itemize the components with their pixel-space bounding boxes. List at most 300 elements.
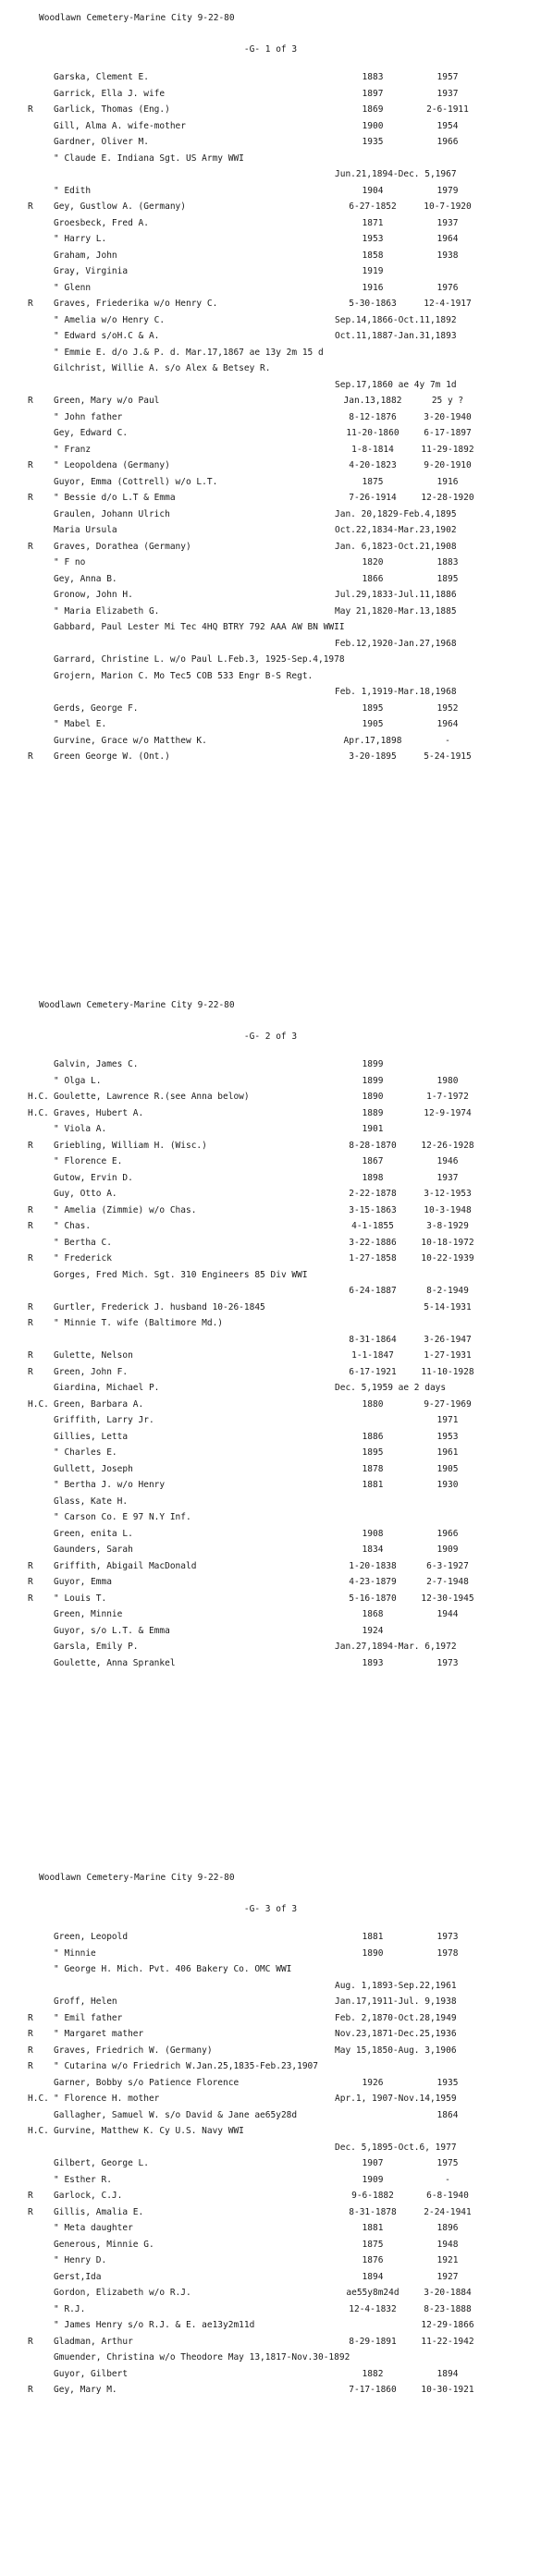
row-date-2: 1937 xyxy=(436,88,459,99)
row-name: " Edward s/oH.C & A. xyxy=(54,331,160,341)
burial-row xyxy=(0,1092,541,1108)
row-mark: R xyxy=(28,2385,33,2395)
row-date-1: 6-24-1887 xyxy=(349,1286,397,1296)
row-name: " Charles E. xyxy=(54,1447,117,1458)
row-date-1: 1867 xyxy=(362,1156,384,1166)
row-date-1: 6-27-1852 xyxy=(349,201,397,212)
row-date-2: 10-22-1939 xyxy=(421,1253,474,1264)
row-date-2: 3-20-1884 xyxy=(424,2288,472,2298)
row-date-2: 1909 xyxy=(436,1544,459,1555)
row-name: Green, Mary w/o Paul xyxy=(54,396,160,406)
row-name: Gurvine, Matthew K. Cy U.S. Navy WWI xyxy=(54,2126,244,2136)
row-date-2: 1961 xyxy=(436,1447,459,1458)
burial-row xyxy=(0,363,541,380)
burial-row xyxy=(0,1205,541,1222)
row-name: Graulen, Johann Ulrich xyxy=(54,508,170,519)
row-name: Graham, John xyxy=(54,250,117,261)
row-name: Green, John F. xyxy=(54,1366,129,1377)
burial-list xyxy=(0,1059,541,1674)
row-date-1: Jan. 6,1823-Oct.21,1908 xyxy=(335,541,457,552)
burial-row xyxy=(0,2013,541,2030)
burial-row xyxy=(0,1561,541,1578)
row-name: Garlock, C.J. xyxy=(54,2191,123,2201)
row-name: Gronow, John H. xyxy=(54,590,133,600)
burial-row xyxy=(0,2240,541,2256)
row-date-2: 10-3-1948 xyxy=(424,1204,472,1215)
row-name: Gey, Gustlow A. (Germany) xyxy=(54,201,186,212)
burial-row xyxy=(0,2158,541,2175)
row-date-1: Aug. 1,1893-Sep.22,1961 xyxy=(335,1980,457,1991)
row-date-1: Jan.17,1911-Jul. 9,1938 xyxy=(335,1996,457,2007)
row-name: Graves, Hubert A. xyxy=(54,1107,144,1118)
row-name: Gorges, Fred Mich. Sgt. 310 Engineers 85 Div WWI xyxy=(54,1269,308,1280)
burial-row xyxy=(0,283,541,299)
burial-row xyxy=(0,639,541,655)
burial-row xyxy=(0,380,541,397)
burial-row xyxy=(0,104,541,121)
row-date-1: 1880 xyxy=(362,1398,384,1410)
row-date-1: 1935 xyxy=(362,137,384,147)
row-date-2: 1864 xyxy=(436,2109,459,2120)
row-date-2: 6-8-1940 xyxy=(426,2191,469,2201)
row-date-2: 3-20-1940 xyxy=(424,411,472,422)
burial-row xyxy=(0,687,541,703)
row-date-2: 11-22-1942 xyxy=(421,2336,474,2347)
row-date-2: 1975 xyxy=(436,2158,459,2168)
row-date-1: 1926 xyxy=(362,2077,384,2088)
row-mark: H.C. xyxy=(28,1092,49,1102)
burial-row xyxy=(0,1948,541,1965)
row-name: " Olga L. xyxy=(54,1075,102,1086)
burial-row xyxy=(0,2385,541,2401)
row-date-1: 1899 xyxy=(362,1075,384,1086)
row-date-1: 4-23-1879 xyxy=(349,1577,397,1587)
burial-row xyxy=(0,1432,541,1448)
row-name: Maria Ursula xyxy=(54,525,117,535)
row-mark: R xyxy=(28,2012,33,2023)
burial-row xyxy=(0,509,541,526)
row-name: " Florence H. mother xyxy=(54,2094,160,2104)
row-date-2: 1953 xyxy=(436,1431,459,1442)
burial-row xyxy=(0,331,541,348)
row-name: Groesbeck, Fred A. xyxy=(54,217,149,228)
row-mark: R xyxy=(28,1253,33,1264)
row-name: " Harry L. xyxy=(54,234,107,244)
burial-row xyxy=(0,234,541,250)
row-date-2: - xyxy=(445,735,450,746)
burial-row xyxy=(0,121,541,138)
burial-row xyxy=(0,153,541,170)
row-date-1: 1869 xyxy=(362,104,384,115)
row-name: Graves, Friederika w/o Henry C. xyxy=(54,299,218,309)
burial-row xyxy=(0,1156,541,1173)
page-label: -G- 2 of 3 xyxy=(243,1032,298,1042)
row-mark: R xyxy=(28,104,33,115)
row-name: Gabbard, Paul Lester Mi Tec 4HQ BTRY 792 AAA AW BN WWII xyxy=(54,622,345,632)
row-name: " Minnie xyxy=(54,1947,96,1959)
row-name: Glass, Kate H. xyxy=(54,1496,129,1507)
row-date-1: 1875 xyxy=(362,476,384,487)
burial-row xyxy=(0,137,541,153)
row-date-1: 1900 xyxy=(362,120,384,131)
burial-row xyxy=(0,1415,541,1432)
row-name: Gey, Anna B. xyxy=(54,573,117,584)
row-name: Gladman, Arthur xyxy=(54,2336,133,2347)
row-name: Guyor, Emma (Cottrell) w/o L.T. xyxy=(54,476,218,487)
burial-row xyxy=(0,1996,541,2013)
page-label: -G- 1 of 3 xyxy=(243,44,298,55)
burial-row xyxy=(0,1577,541,1593)
row-date-2: 1954 xyxy=(436,120,459,131)
burial-row xyxy=(0,590,541,606)
row-date-2: 12-30-1945 xyxy=(421,1593,474,1604)
row-mark: R xyxy=(28,2045,33,2056)
burial-row xyxy=(0,1173,541,1190)
row-date-2: 25 y ? xyxy=(431,396,464,406)
row-date-1: 1893 xyxy=(362,1657,384,1668)
row-mark: H.C. xyxy=(28,2126,49,2136)
row-name: " Frederick xyxy=(54,1253,112,1264)
row-date-1: Apr.17,1898 xyxy=(343,735,402,746)
row-date-1: Feb.12,1920-Jan.27,1968 xyxy=(335,638,457,649)
row-mark: R xyxy=(28,2061,33,2071)
burial-row xyxy=(0,542,541,558)
row-name: " John father xyxy=(54,411,123,422)
burial-row xyxy=(0,1367,541,1384)
row-date-2: 1896 xyxy=(436,2223,459,2233)
burial-row xyxy=(0,2045,541,2062)
burial-row xyxy=(0,266,541,283)
burial-row xyxy=(0,751,541,768)
row-name: Guyor, Gilbert xyxy=(54,2368,129,2379)
row-mark: R xyxy=(28,201,33,212)
row-date-1: 1881 xyxy=(362,1932,384,1942)
row-mark: R xyxy=(28,2336,33,2347)
burial-row xyxy=(0,1059,541,1076)
row-name: Galvin, James C. xyxy=(54,1059,139,1069)
burial-row xyxy=(0,1399,541,1416)
burial-row xyxy=(0,299,541,315)
burial-row xyxy=(0,2272,541,2289)
row-date-2: 1952 xyxy=(436,702,459,714)
row-name: " Cutarina w/o Friedrich W.Jan.25,1835-Feb.23,1907 xyxy=(54,2061,318,2071)
row-name: Griffith, Abigail MacDonald xyxy=(54,1560,197,1571)
row-date-1: 1895 xyxy=(362,702,384,714)
burial-row xyxy=(0,2369,541,2386)
row-date-2: 1944 xyxy=(436,1609,459,1619)
row-name: Green, Leopold xyxy=(54,1932,129,1942)
burial-row xyxy=(0,1658,541,1675)
row-date-1: 1820 xyxy=(362,557,384,568)
row-date-2: 3-12-1953 xyxy=(424,1189,472,1199)
row-date-2: 6-3-1927 xyxy=(426,1560,469,1571)
row-name: Griebling, William H. (Wisc.) xyxy=(54,1140,207,1151)
row-mark: R xyxy=(28,299,33,309)
burial-row xyxy=(0,557,541,574)
row-date-1: 1882 xyxy=(362,2368,384,2379)
row-name: Gurvine, Grace w/o Matthew K. xyxy=(54,735,207,746)
row-name: Gurtler, Frederick J. husband 10-26-1845 xyxy=(54,1301,265,1312)
row-date-2: 1964 xyxy=(436,719,459,729)
row-date-2: 5-24-1915 xyxy=(424,751,472,762)
burial-row xyxy=(0,2175,541,2191)
row-date-1: 1-27-1858 xyxy=(349,1253,397,1264)
row-date-2: 1971 xyxy=(436,1415,459,1425)
burial-row xyxy=(0,606,541,623)
row-name: Gill, Alma A. wife-mother xyxy=(54,120,186,131)
burial-row xyxy=(0,2094,541,2110)
row-name: " Leopoldena (Germany) xyxy=(54,460,170,470)
row-name: Gerst,Ida xyxy=(54,2271,102,2282)
burial-row xyxy=(0,186,541,202)
burial-row xyxy=(0,218,541,235)
row-date-2: 11-10-1928 xyxy=(421,1366,474,1377)
row-mark: R xyxy=(28,1140,33,1151)
row-name: Gullett, Joseph xyxy=(54,1463,133,1474)
burial-row xyxy=(0,2288,541,2304)
row-date-1: 1876 xyxy=(362,2255,384,2265)
burial-row xyxy=(0,2337,541,2353)
burial-row xyxy=(0,1642,541,1658)
row-date-1: 8-12-1876 xyxy=(349,411,397,422)
row-date-1: 1907 xyxy=(362,2158,384,2168)
row-date-2: 1976 xyxy=(436,282,459,293)
row-mark: R xyxy=(28,1204,33,1215)
row-date-1: 1919 xyxy=(362,266,384,276)
row-name: " F no xyxy=(54,557,86,568)
row-date-1: 1897 xyxy=(362,88,384,99)
burial-list xyxy=(0,72,541,768)
row-date-1: 3-22-1886 xyxy=(349,1237,397,1248)
burial-row xyxy=(0,2110,541,2127)
row-date-1: 1890 xyxy=(362,1092,384,1102)
row-date-2: - xyxy=(445,2174,450,2185)
row-name: " Bessie d/o L.T & Emma xyxy=(54,493,176,503)
row-name: Goulette, Anna Sprankel xyxy=(54,1657,176,1668)
burial-row xyxy=(0,2352,541,2369)
row-date-2: 1980 xyxy=(436,1075,459,1086)
row-name: " Amelia w/o Henry C. xyxy=(54,314,166,325)
burial-row xyxy=(0,315,541,332)
row-name: Gey, Edward C. xyxy=(54,428,129,438)
row-name: Garska, Clement E. xyxy=(54,72,149,82)
row-date-1: Jan.13,1882 xyxy=(343,396,402,406)
row-name: Gillis, Amalia E. xyxy=(54,2206,144,2217)
row-name: Gaunders, Sarah xyxy=(54,1544,133,1555)
row-date-2: 8-23-1888 xyxy=(424,2303,472,2314)
row-name: " Margaret mather xyxy=(54,2029,144,2039)
row-date-2: 3-8-1929 xyxy=(426,1221,469,1231)
row-name: " Esther R. xyxy=(54,2174,112,2185)
row-date-1: 1886 xyxy=(362,1431,384,1442)
burial-row xyxy=(0,2126,541,2143)
row-date-1: 4-1-1855 xyxy=(351,1221,394,1231)
burial-row xyxy=(0,2061,541,2078)
burial-row xyxy=(0,2320,541,2337)
row-name: " Chas. xyxy=(54,1221,92,1231)
row-date-1: 4-20-1823 xyxy=(349,460,397,470)
burial-row xyxy=(0,1076,541,1093)
row-name: Gilbert, George L. xyxy=(54,2158,149,2168)
row-date-2: 1979 xyxy=(436,185,459,196)
row-date-2: 9-27-1969 xyxy=(424,1398,472,1410)
row-date-1: Jan.27,1894-Mar. 6,1972 xyxy=(335,1642,457,1652)
row-date-1: 8-31-1878 xyxy=(349,2206,397,2217)
burial-row xyxy=(0,1544,541,1561)
burial-row xyxy=(0,477,541,494)
burial-row xyxy=(0,1981,541,1997)
burial-row xyxy=(0,2078,541,2094)
row-name: " R.J. xyxy=(54,2303,86,2314)
row-date-1: 1866 xyxy=(362,573,384,584)
row-name: Gillies, Letta xyxy=(54,1431,129,1442)
row-date-1: Apr.1, 1907-Nov.14,1959 xyxy=(335,2094,457,2104)
row-date-1: 1908 xyxy=(362,1528,384,1539)
row-date-2: 1927 xyxy=(436,2271,459,2282)
row-date-1: Feb. 1,1919-Mar.18,1968 xyxy=(335,687,457,697)
row-date-1: 1881 xyxy=(362,1480,384,1490)
burial-row xyxy=(0,1221,541,1238)
row-date-1: Nov.23,1871-Dec.25,1936 xyxy=(335,2029,457,2039)
row-name: Graves, Dorathea (Germany) xyxy=(54,541,191,552)
row-name: Gutow, Ervin D. xyxy=(54,1172,133,1183)
row-date-2: 1930 xyxy=(436,1480,459,1490)
row-date-1: 3-20-1895 xyxy=(349,751,397,762)
row-mark: R xyxy=(28,493,33,503)
row-mark: R xyxy=(28,2029,33,2039)
row-mark: R xyxy=(28,460,33,470)
row-date-1: 1890 xyxy=(362,1947,384,1959)
row-date-1: 1901 xyxy=(362,1124,384,1134)
row-name: " Bertha J. w/o Henry xyxy=(54,1480,166,1490)
row-name: " Amelia (Zimmie) w/o Chas. xyxy=(54,1204,197,1215)
row-name: " Glenn xyxy=(54,282,92,293)
row-date-2: 1978 xyxy=(436,1947,459,1959)
row-date-2: 1966 xyxy=(436,137,459,147)
row-mark: H.C. xyxy=(28,2094,49,2104)
row-date-2: 12-9-1974 xyxy=(424,1107,472,1118)
row-date-2: 1921 xyxy=(436,2255,459,2265)
burial-row xyxy=(0,1238,541,1254)
row-date-1: 7-17-1860 xyxy=(349,2385,397,2395)
burial-row xyxy=(0,428,541,445)
burial-row xyxy=(0,1964,541,1981)
row-date-1: 6-17-1921 xyxy=(349,1366,397,1377)
row-date-1: Jun.21,1894-Dec. 5,1967 xyxy=(335,169,457,179)
row-name: Generous, Minnie G. xyxy=(54,2239,154,2250)
row-date-1: 1909 xyxy=(362,2174,384,2185)
row-date-2: 12-29-1866 xyxy=(421,2320,474,2330)
burial-row xyxy=(0,445,541,461)
row-date-2: 1946 xyxy=(436,1156,459,1166)
row-date-2: 1883 xyxy=(436,557,459,568)
row-name: Gulette, Nelson xyxy=(54,1350,133,1361)
row-name: Gilchrist, Willie A. s/o Alex & Betsey R. xyxy=(54,363,271,373)
burial-row xyxy=(0,1124,541,1141)
row-name: Garsla, Emily P. xyxy=(54,1642,139,1652)
row-date-1: 1875 xyxy=(362,2239,384,2250)
burial-row xyxy=(0,348,541,364)
row-date-2: 1894 xyxy=(436,2368,459,2379)
row-name: " Bertha C. xyxy=(54,1237,112,1248)
burial-row xyxy=(0,2304,541,2321)
row-date-1: 1-8-1814 xyxy=(351,444,394,455)
row-date-1: 1904 xyxy=(362,185,384,196)
row-name: " Edith xyxy=(54,185,92,196)
row-name: Gallagher, Samuel W. s/o David & Jane ae65y28d xyxy=(54,2109,298,2120)
row-date-1: 1868 xyxy=(362,1609,384,1619)
row-name: Gray, Virginia xyxy=(54,266,129,276)
row-name: " Franz xyxy=(54,444,92,455)
row-date-1: 1834 xyxy=(362,1544,384,1555)
row-date-1: Sep.17,1860 ae 4y 7m 1d xyxy=(335,379,457,390)
sheet-header: Woodlawn Cemetery-Marine City 9-22-80 xyxy=(39,1000,235,1010)
row-name: Guyor, s/o L.T. & Emma xyxy=(54,1625,170,1636)
row-date-1: 5-30-1863 xyxy=(349,299,397,309)
row-date-2: 1973 xyxy=(436,1657,459,1668)
row-date-1: Dec. 5,1959 ae 2 days xyxy=(335,1383,447,1393)
row-name: Green, Minnie xyxy=(54,1609,123,1619)
row-name: " Louis T. xyxy=(54,1593,107,1604)
burial-row xyxy=(0,703,541,720)
page-label: -G- 3 of 3 xyxy=(243,1904,298,1914)
row-date-1: 5-16-1870 xyxy=(349,1593,397,1604)
row-mark: R xyxy=(28,1221,33,1231)
row-name: " Emil father xyxy=(54,2012,123,2023)
burial-row xyxy=(0,169,541,186)
row-name: " George H. Mich. Pvt. 406 Bakery Co. OMC WWI xyxy=(54,1964,292,1974)
row-date-2: 1905 xyxy=(436,1463,459,1474)
row-mark: R xyxy=(28,1366,33,1377)
burial-row xyxy=(0,493,541,509)
row-date-1: 1-1-1847 xyxy=(351,1350,394,1361)
row-name: " Meta daughter xyxy=(54,2223,133,2233)
row-mark: R xyxy=(28,2191,33,2201)
burial-row xyxy=(0,1302,541,1319)
burial-row xyxy=(0,1141,541,1157)
row-date-2: 6-17-1897 xyxy=(424,428,472,438)
row-mark: R xyxy=(28,2206,33,2217)
burial-row xyxy=(0,201,541,218)
burial-row xyxy=(0,719,541,736)
burial-row xyxy=(0,1447,541,1464)
row-date-2: 1-27-1931 xyxy=(424,1350,472,1361)
sheet-header: Woodlawn Cemetery-Marine City 9-22-80 xyxy=(39,1873,235,1883)
row-date-1: Oct.22,1834-Mar.23,1902 xyxy=(335,525,457,535)
row-name: " Emmie E. d/o J.& P. d. Mar.17,1867 ae 13y 2m 15 d xyxy=(54,347,324,358)
row-date-2: 1916 xyxy=(436,476,459,487)
row-date-2: 1-7-1972 xyxy=(426,1092,469,1102)
row-date-1: Jan. 20,1829-Feb.4,1895 xyxy=(335,508,457,519)
row-name: Graves, Friedrich W. (Germany) xyxy=(54,2045,213,2056)
row-name: Green George W. (Ont.) xyxy=(54,751,170,762)
burial-row xyxy=(0,654,541,671)
row-name: Gordon, Elizabeth w/o R.J. xyxy=(54,2288,191,2298)
row-name: " Mabel E. xyxy=(54,719,107,729)
row-name: " James Henry s/o R.J. & E. ae13y2m11d xyxy=(54,2320,255,2330)
burial-row xyxy=(0,2143,541,2159)
row-date-1: 1-20-1838 xyxy=(349,1560,397,1571)
burial-row xyxy=(0,622,541,639)
row-date-1: 12-4-1832 xyxy=(349,2303,397,2314)
row-name: Garrick, Ella J. wife xyxy=(54,88,166,99)
burial-row xyxy=(0,2029,541,2045)
row-date-2: 1935 xyxy=(436,2077,459,2088)
row-date-2: 8-2-1949 xyxy=(426,1286,469,1296)
row-date-1: Dec. 5,1895-Oct.6, 1977 xyxy=(335,2142,457,2153)
row-date-1: 1898 xyxy=(362,1172,384,1183)
row-name: " Florence E. xyxy=(54,1156,123,1166)
